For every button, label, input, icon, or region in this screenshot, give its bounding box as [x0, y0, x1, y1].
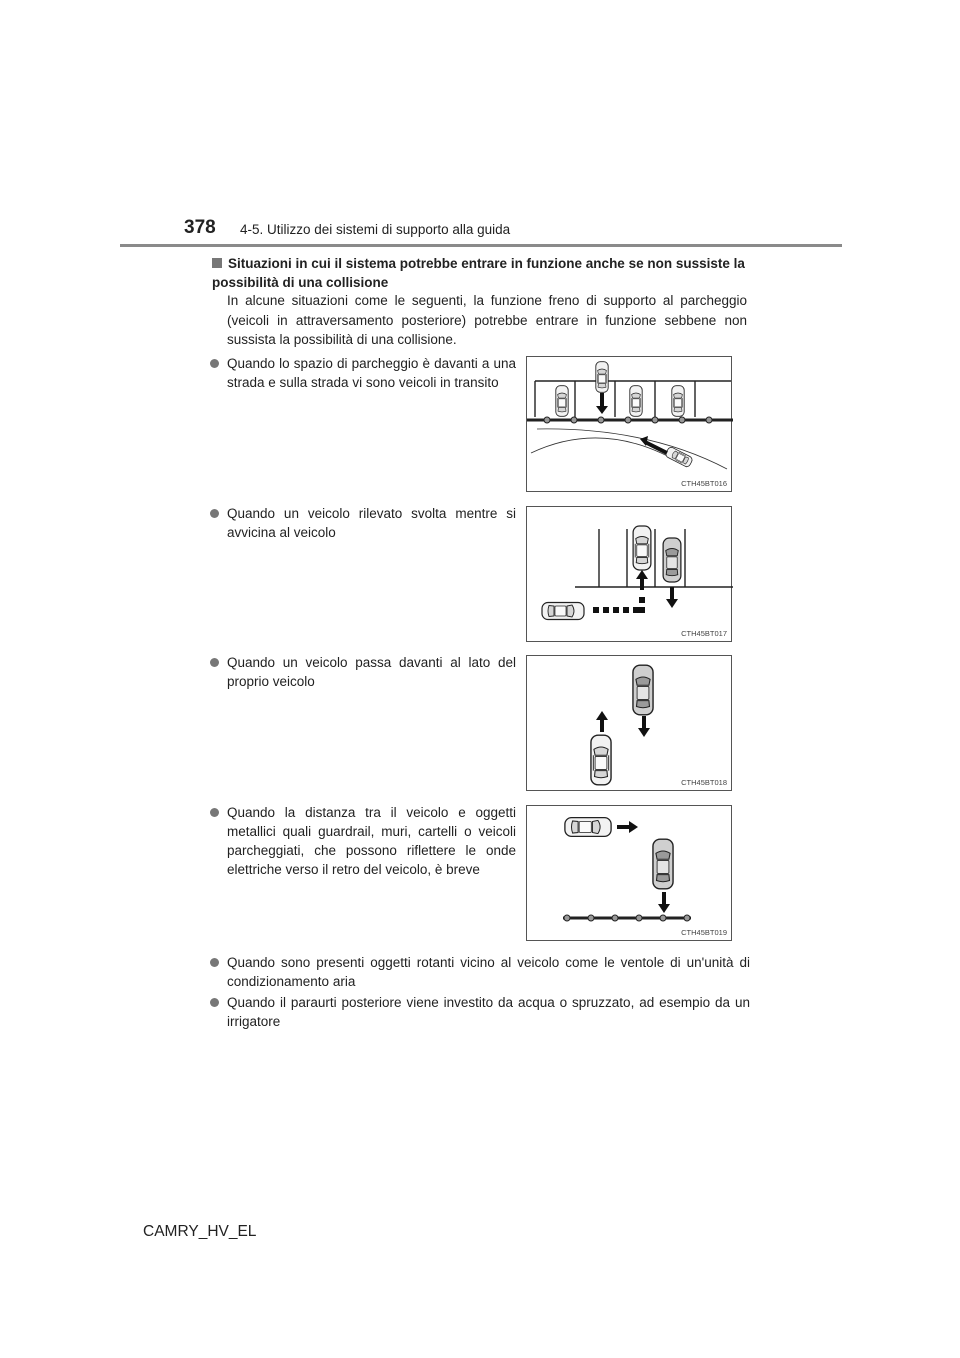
parking-road-traffic-illustration [527, 357, 733, 493]
round-bullet-icon [210, 509, 219, 518]
footer-model-code: CAMRY_HV_EL [143, 1223, 257, 1240]
round-bullet-icon [210, 998, 219, 1007]
bullet-text: Quando un veicolo rilevato svolta mentre si avvicina al veicolo [227, 506, 516, 540]
bullet-item [210, 993, 750, 1031]
figure-vehicle-passing [526, 655, 732, 791]
bullet-text: Quando il paraurti posteriore viene investito da acqua o spruzzato, ad esempio da un irrigatore [227, 995, 750, 1029]
bullet-text: Quando la distanza tra il veicolo e oggetti metallici quali guardrail, muri, cartelli o veicoli parcheggiati, che possono riflettere le onde elettriche verso il retro del veicolo, è breve [227, 805, 516, 877]
figure-parking-road [526, 356, 732, 492]
guardrail-proximity-illustration [527, 806, 733, 942]
vehicle-turning-illustration [527, 507, 733, 643]
section-title: 4-5. Utilizzo dei sistemi di supporto alla guida [240, 222, 511, 237]
round-bullet-icon [210, 958, 219, 967]
heading-text: Situazioni in cui il sistema potrebbe entrare in funzione anche se non sussiste la possibilità di una collisione [212, 256, 745, 290]
bullet-item [210, 504, 516, 542]
round-bullet-icon [210, 658, 219, 667]
round-bullet-icon [210, 359, 219, 368]
intro-paragraph: In alcune situazioni come le seguenti, la funzione freno di supporto al parcheggio (veicoli in attraversamento posteriore) potrebbe entrare in funzione sebbene non sussista la possibilità di una collisione. [227, 293, 747, 347]
bullet-text: Quando sono presenti oggetti rotanti vicino al veicolo come le ventole di un'unità di condizionamento aria [227, 955, 750, 989]
figure-vehicle-turning [526, 506, 732, 642]
bullet-item [210, 803, 516, 879]
figure-code: CTH45BT018 [681, 778, 727, 787]
page-number: 378 [184, 217, 216, 238]
bullet-text: Quando un veicolo passa davanti al lato del proprio veicolo [227, 655, 516, 689]
round-bullet-icon [210, 808, 219, 817]
heading [212, 254, 752, 292]
square-bullet-icon [212, 258, 222, 268]
figure-code: CTH45BT019 [681, 928, 727, 937]
bullet-text: Quando lo spazio di parcheggio è davanti a una strada e sulla strada vi sono veicoli in transito [227, 356, 516, 390]
figure-code: CTH45BT017 [681, 629, 727, 638]
header-rule [120, 244, 842, 247]
bullet-item [210, 354, 516, 392]
figure-guardrail [526, 805, 732, 941]
figure-code: CTH45BT016 [681, 479, 727, 488]
bullet-item [210, 953, 750, 991]
vehicle-passing-side-illustration [527, 656, 733, 792]
bullet-item [210, 653, 516, 691]
